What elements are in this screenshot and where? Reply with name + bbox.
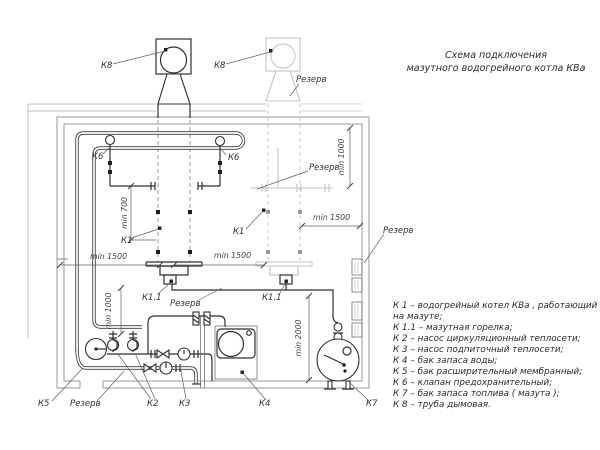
label-reserve-mid: Резерв <box>309 163 340 173</box>
label-k4: К4 <box>259 399 271 409</box>
legend-line: К 2 – насос циркуляционный теплосети; <box>393 334 581 344</box>
boiler-right-body <box>268 103 300 261</box>
label-k6-right: К6 <box>228 153 240 163</box>
chimney-right-fan <box>271 44 295 68</box>
label-k3: К3 <box>179 399 191 409</box>
pump-k3-group <box>144 348 198 374</box>
label-k11-left: К1.1 <box>142 293 162 303</box>
safety-valve-mid <box>198 137 225 191</box>
drawing-title <box>407 50 586 74</box>
label-k1-left: К1 <box>121 236 133 246</box>
dim-min1500-left: min 1500 <box>90 252 128 261</box>
dim-min700: min 700 <box>120 196 129 230</box>
legend-line: К 4 – бак запаса воды; <box>393 356 498 366</box>
legend-line: К 1 – водогрейный котел КВа , работающий <box>393 301 598 311</box>
dim-min2000: min 2000 <box>294 319 303 357</box>
chimney-left <box>156 39 191 118</box>
label-k8-left: К8 <box>101 61 113 71</box>
dim-min1500-mid: min 1500 <box>214 251 252 260</box>
label-k2: К2 <box>147 399 159 409</box>
pump-k2-group <box>108 334 139 351</box>
flange-dots <box>156 210 302 254</box>
label-reserve-bottom: Резерв <box>70 399 101 409</box>
dim-min1000-top: min 1000 <box>337 138 346 176</box>
legend-line: К 7 – бак запаса топлива ( мазута ); <box>393 389 560 399</box>
label-reserve-top: Резерв <box>296 75 327 85</box>
chimney-left-funnel <box>158 74 190 104</box>
legend <box>393 301 598 410</box>
door-jambs <box>80 381 103 388</box>
label-k5: К5 <box>38 399 50 409</box>
legend-line: К 3 – насос подпиточный теплосети; <box>393 345 564 355</box>
filters <box>193 312 210 325</box>
legend-line: К 5 – бак расширительный мембранный; <box>393 367 583 377</box>
chimney-right-funnel <box>266 71 300 101</box>
dim-min1000-left: min 1000 <box>104 292 113 330</box>
chimney-right-reserve <box>266 38 300 101</box>
legend-line: К 1.1 – мазутная горелка; <box>393 323 513 333</box>
dim-min1500-right: min 1500 <box>313 213 351 222</box>
label-k1-right: К1 <box>233 227 245 237</box>
label-reserve-right: Резерв <box>383 226 414 236</box>
legend-line: К 6 – клапан предохранительный; <box>393 378 553 388</box>
title-line-2: мазутного водогрейного котла КВа <box>406 63 586 74</box>
legend-line: на мазуте; <box>393 312 443 322</box>
boiler-left-body <box>158 120 190 261</box>
legend-line: К 8 – труба дымовая. <box>393 400 491 410</box>
title-line-1: Схема подключения <box>444 50 548 61</box>
wall-panel-boxes <box>352 259 362 337</box>
expansion-tank-k5 <box>86 339 108 360</box>
label-k11-right: К1.1 <box>262 293 282 303</box>
label-k6-left: К6 <box>92 152 104 162</box>
label-k8-right: К8 <box>214 61 226 71</box>
safety-valve-left <box>106 136 156 191</box>
label-k7: К7 <box>366 399 378 409</box>
label-reserve-burner: Резерв <box>170 299 201 309</box>
